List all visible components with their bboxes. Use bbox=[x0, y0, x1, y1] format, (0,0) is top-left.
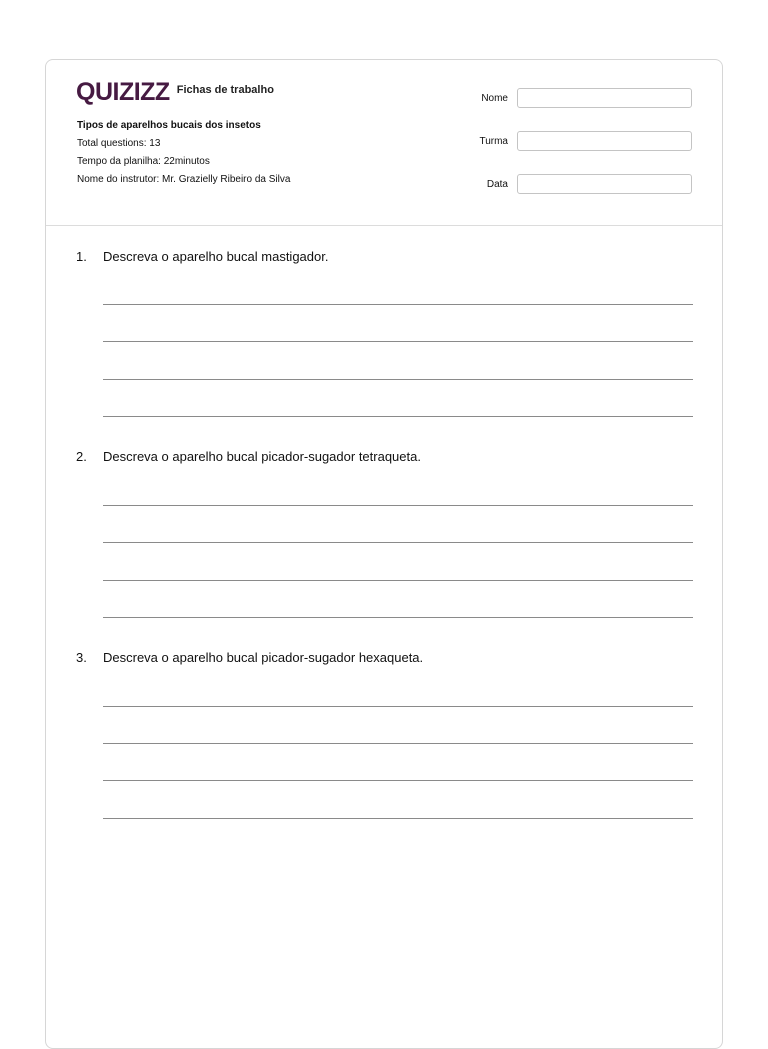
turma-field-row bbox=[448, 131, 692, 151]
nome-label: Nome bbox=[481, 92, 508, 104]
answer-line bbox=[103, 780, 693, 781]
answer-line bbox=[103, 743, 693, 744]
quizizz-logo: QUIZIZZ bbox=[76, 78, 170, 106]
worksheet-time: Tempo da planilha: 22minutos bbox=[77, 156, 210, 167]
turma-label: Turma bbox=[479, 135, 508, 147]
answer-line bbox=[103, 580, 693, 581]
question-2 bbox=[76, 449, 693, 464]
question-number: 3. bbox=[76, 650, 87, 665]
answer-line bbox=[103, 304, 693, 305]
brand-subtitle: Fichas de trabalho bbox=[176, 83, 274, 96]
data-field-row bbox=[448, 174, 692, 194]
answer-line bbox=[103, 542, 693, 543]
total-questions: Total questions: 13 bbox=[77, 138, 161, 149]
instructor-name: Nome do instrutor: Mr. Grazielly Ribeiro da Silva bbox=[77, 174, 291, 185]
question-text: Descreva o aparelho bucal picador-sugador hexaqueta. bbox=[103, 650, 424, 665]
worksheet-title: Tipos de aparelhos bucais dos insetos bbox=[77, 120, 261, 131]
answer-line bbox=[103, 379, 693, 380]
worksheet-header bbox=[46, 60, 722, 226]
data-label: Data bbox=[486, 178, 508, 190]
answer-line bbox=[103, 341, 693, 342]
data-input[interactable] bbox=[517, 174, 692, 194]
answer-line bbox=[103, 617, 693, 618]
answer-line bbox=[103, 706, 693, 707]
nome-field-row bbox=[448, 88, 692, 108]
nome-input[interactable] bbox=[517, 88, 692, 108]
question-1 bbox=[76, 249, 693, 264]
question-number: 1. bbox=[76, 249, 87, 264]
question-3 bbox=[76, 650, 693, 665]
question-text: Descreva o aparelho bucal mastigador. bbox=[103, 249, 329, 264]
answer-line bbox=[103, 416, 693, 417]
worksheet-page bbox=[45, 59, 723, 1049]
answer-line bbox=[103, 818, 693, 819]
answer-line bbox=[103, 505, 693, 506]
question-text: Descreva o aparelho bucal picador-sugador tetraqueta. bbox=[103, 449, 421, 464]
turma-input[interactable] bbox=[517, 131, 692, 151]
brand bbox=[76, 80, 274, 105]
question-number: 2. bbox=[76, 449, 87, 464]
